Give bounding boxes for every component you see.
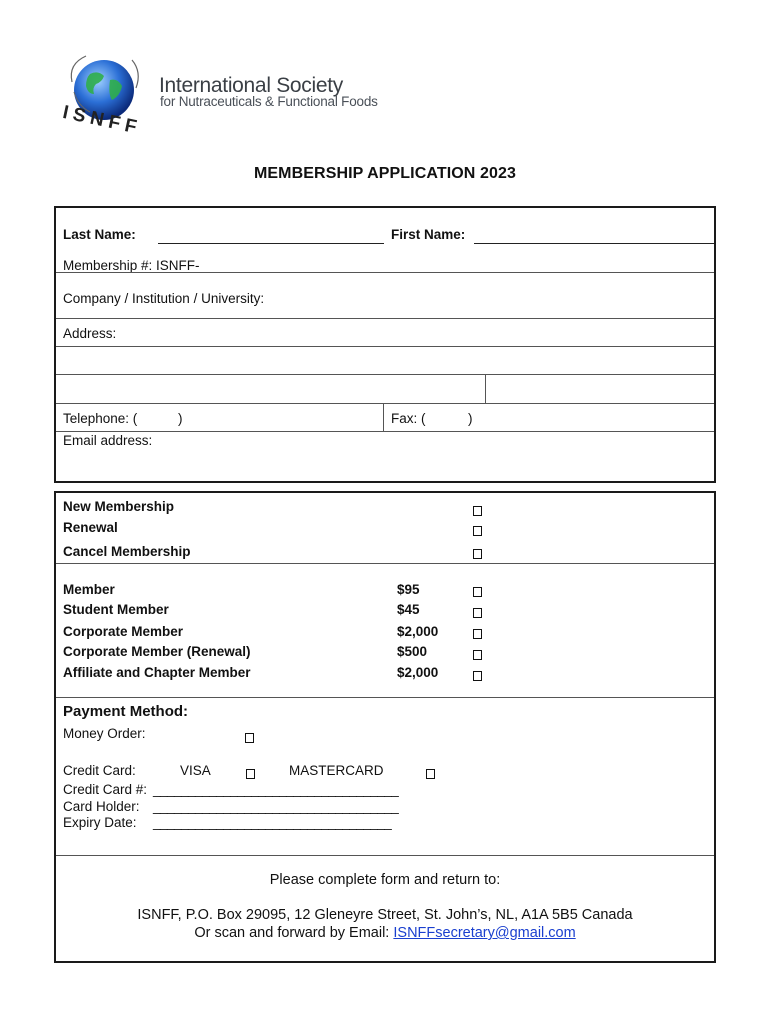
fee-member-checkbox[interactable] bbox=[473, 587, 482, 597]
credit-card-label: Credit Card: bbox=[63, 763, 136, 778]
renewal-checkbox[interactable] bbox=[473, 526, 482, 536]
mastercard-checkbox[interactable] bbox=[426, 769, 435, 779]
fee-affiliate-label: Affiliate and Chapter Member bbox=[63, 665, 251, 680]
fee-affiliate-checkbox[interactable] bbox=[473, 671, 482, 681]
membership-number-label: Membership #: ISNFF- bbox=[63, 258, 200, 273]
expiry-date-field[interactable]: __________________________________ bbox=[153, 815, 392, 830]
fee-student-checkbox[interactable] bbox=[473, 608, 482, 618]
telephone-close-paren: ) bbox=[178, 411, 183, 426]
fee-student-price: $45 bbox=[397, 602, 420, 617]
fee-corporate-price: $2,000 bbox=[397, 624, 439, 639]
fee-corporate-checkbox[interactable] bbox=[473, 629, 482, 639]
visa-checkbox[interactable] bbox=[246, 769, 255, 779]
expiry-date-label: Expiry Date: bbox=[63, 815, 137, 830]
cancel-membership-checkbox[interactable] bbox=[473, 549, 482, 559]
scan-email-text: Or scan and forward by Email: bbox=[194, 925, 394, 941]
fee-corporate-label: Corporate Member bbox=[63, 624, 184, 639]
cancel-membership-label: Cancel Membership bbox=[63, 544, 191, 559]
first-name-field[interactable] bbox=[474, 243, 714, 244]
last-name-label: Last Name: bbox=[63, 227, 136, 242]
card-holder-label: Card Holder: bbox=[63, 799, 140, 814]
fee-affiliate-price: $2,000 bbox=[397, 665, 439, 680]
contact-section bbox=[54, 206, 716, 483]
fee-corporate-renewal-label: Corporate Member (Renewal) bbox=[63, 644, 251, 659]
isnff-logo bbox=[52, 52, 392, 144]
card-holder-field[interactable]: ___________________________________ bbox=[153, 799, 399, 814]
payment-method-heading: Payment Method: bbox=[63, 703, 189, 720]
fee-student-label: Student Member bbox=[63, 602, 169, 617]
address-label: Address: bbox=[63, 326, 117, 341]
telephone-label: Telephone: ( bbox=[63, 411, 138, 426]
logo-acronym: ISNFF bbox=[60, 101, 144, 140]
fax-label: Fax: ( bbox=[391, 411, 426, 426]
visa-label: VISA bbox=[180, 763, 211, 778]
card-number-label: Credit Card #: bbox=[63, 782, 148, 797]
mastercard-label: MASTERCARD bbox=[289, 763, 384, 778]
scan-email-line bbox=[56, 925, 714, 941]
first-name-label: First Name: bbox=[391, 227, 466, 242]
fee-member-label: Member bbox=[63, 582, 115, 597]
return-instruction: Please complete form and return to: bbox=[269, 872, 501, 888]
secretary-email-link[interactable]: ISNFFsecretary@gmail.com bbox=[393, 925, 576, 941]
logo-title: International Society bbox=[159, 74, 343, 97]
last-name-field[interactable] bbox=[158, 243, 384, 244]
mailing-address: ISNFF, P.O. Box 29095, 12 Gleneyre Street, St. John’s, NL, A1A 5B5 Canada bbox=[137, 907, 633, 923]
company-label: Company / Institution / University: bbox=[63, 291, 265, 306]
new-membership-label: New Membership bbox=[63, 499, 175, 514]
logo-subtitle: for Nutraceuticals & Functional Foods bbox=[160, 94, 378, 109]
email-label: Email address: bbox=[63, 433, 153, 448]
card-number-field[interactable]: ___________________________________ bbox=[153, 782, 399, 797]
new-membership-checkbox[interactable] bbox=[473, 506, 482, 516]
fax-close-paren: ) bbox=[468, 411, 473, 426]
fee-corporate-renewal-price: $500 bbox=[397, 644, 428, 659]
document-title: MEMBERSHIP APPLICATION 2023 bbox=[253, 165, 516, 182]
money-order-label: Money Order: bbox=[63, 726, 146, 741]
fee-corporate-renewal-checkbox[interactable] bbox=[473, 650, 482, 660]
fee-member-price: $95 bbox=[397, 582, 420, 597]
membership-payment-section bbox=[54, 491, 716, 963]
money-order-checkbox[interactable] bbox=[245, 733, 254, 743]
renewal-label: Renewal bbox=[63, 520, 118, 535]
